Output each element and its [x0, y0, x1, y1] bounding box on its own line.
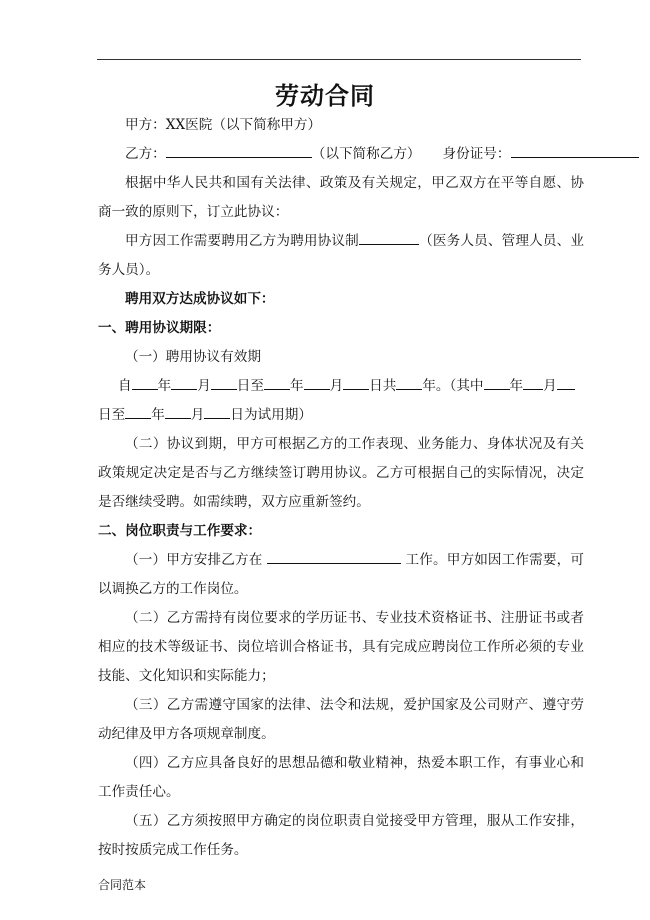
period-probation: 日为试用期） — [230, 407, 312, 423]
intro-paragraph: 根据中华人民共和国有关法律、政策及有关规定，甲乙双方在平等自愿、协商一致的原则下，订立此协议： — [98, 175, 584, 220]
start-month-blank[interactable] — [171, 376, 197, 390]
end-day-blank[interactable] — [343, 376, 369, 390]
position-blank[interactable] — [267, 550, 401, 564]
id-number-label: 身份证号： — [442, 146, 511, 162]
section1-item2: （二）协议到期，甲方可根据乙方的工作表现、业务能力、身体状况及有关政策规定决定是否与乙方继续签订聘用协议。乙方可根据自己的实际情况，决定是否继续受聘。如需续聘，双方应重新签约。 — [98, 436, 584, 510]
period-month-label: 月 — [190, 407, 205, 423]
total-years-blank[interactable] — [396, 376, 422, 390]
probation-end-year-blank[interactable] — [125, 405, 151, 419]
hire-prefix: 甲方因工作需要聘用乙方为聘用协议制 — [125, 233, 359, 249]
probation-start-day-blank[interactable] — [557, 376, 575, 390]
period-year-label: 年 — [151, 407, 165, 423]
header-rule — [97, 59, 581, 60]
probation-start-month-blank[interactable] — [523, 376, 543, 390]
section2-item1 — [98, 546, 584, 604]
hire-suffix: （医务人员、管理人员、业务人员）。 — [98, 233, 585, 278]
section1-heading: 一、聘用协议期限： — [98, 320, 221, 336]
party-b-line — [98, 140, 584, 169]
period-year-label: 年 — [509, 378, 524, 394]
period-from: 自 — [118, 378, 132, 394]
section2-item5: （五）乙方须按照甲方确定的岗位职责自觉接受甲方管理，服从工作安排，按时按质完成工作任务。 — [98, 813, 584, 858]
period-year-label: 年 — [157, 378, 172, 394]
period-month-label: 月 — [543, 378, 557, 394]
period-year-label: 年 — [289, 378, 304, 394]
contract-body — [98, 111, 584, 865]
period-month-label: 月 — [197, 378, 211, 394]
hire-type-blank[interactable] — [359, 231, 419, 245]
section2-item3: （三）乙方需遵守国家的法律、法令和法规，爱护国家及公司财产、遵守劳动纪律及甲方各项规章制度。 — [98, 697, 584, 742]
section2-item2: （二）乙方需持有岗位要求的学历证书、专业技术资格证书、注册证书或者相应的技术等级证书、岗位培训合格证书，具有完成应聘岗位工作所必须的专业技能、文化知识和实际能力； — [98, 610, 584, 684]
page-footer: 合同范本 — [98, 878, 147, 892]
end-year-blank[interactable] — [264, 376, 290, 390]
section2-item1-suffix: 工作。甲方如因工作需要，可以调换乙方的工作岗位。 — [98, 552, 585, 597]
party-b-abbr: （以下简称乙方） — [311, 146, 421, 162]
section2-item1-prefix: （一）甲方安排乙方在 — [125, 552, 263, 568]
section2-item4: （四）乙方应具备良好的思想品德和敬业精神，热爱本职工作，有事业心和工作责任心。 — [98, 755, 584, 800]
probation-start-year-blank[interactable] — [484, 376, 510, 390]
document-title: 劳动合同 — [275, 82, 375, 110]
end-month-blank[interactable] — [304, 376, 330, 390]
period-day-total: 日共 — [369, 378, 397, 394]
period-line-2 — [98, 401, 584, 430]
section1-item1: （一）聘用协议有效期 — [125, 349, 261, 365]
agreed-heading: 聘用双方达成协议如下： — [125, 291, 275, 307]
hire-paragraph — [98, 227, 584, 285]
probation-end-day-blank[interactable] — [204, 405, 230, 419]
period-day-to: 日至 — [236, 378, 264, 394]
start-year-blank[interactable] — [132, 376, 158, 390]
id-number-blank[interactable] — [511, 144, 639, 158]
section2-heading: 二、岗位职责与工作要求： — [98, 523, 262, 539]
period-years-note: 年。（其中 — [422, 378, 484, 394]
period-line2-start: 日至 — [98, 407, 126, 423]
party-a-line: 甲方：XX医院（以下简称甲方） — [125, 117, 322, 133]
period-line-1 — [98, 372, 584, 401]
period-month-label: 月 — [329, 378, 344, 394]
party-b-name-blank[interactable] — [166, 144, 312, 158]
party-b-label: 乙方： — [125, 146, 166, 162]
probation-end-month-blank[interactable] — [165, 405, 191, 419]
start-day-blank[interactable] — [211, 376, 237, 390]
